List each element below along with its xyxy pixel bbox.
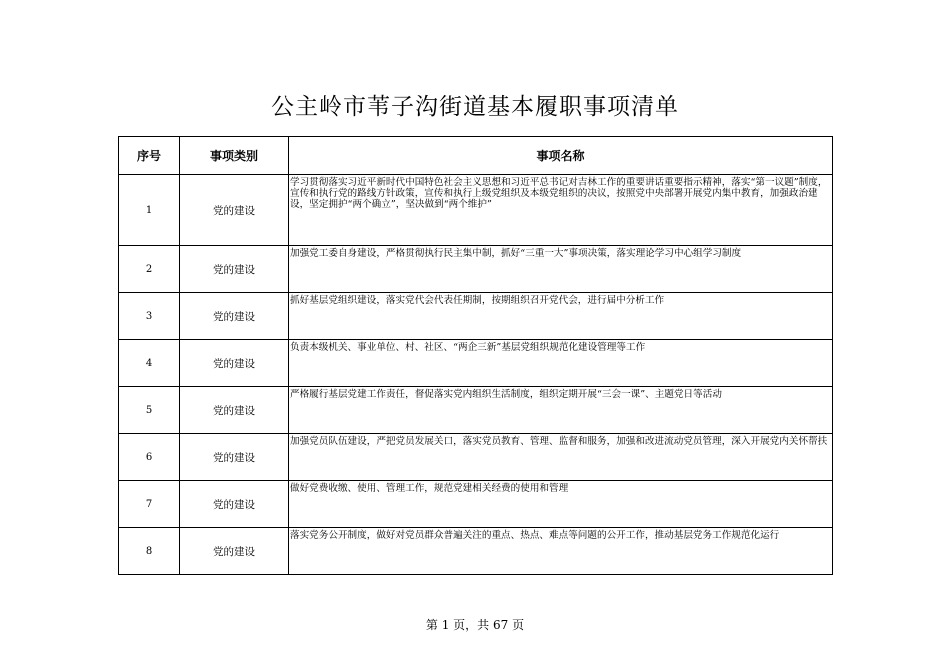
table-row <box>119 293 833 340</box>
row-category: 党的建设 <box>180 340 289 387</box>
row-serial: 3 <box>119 293 180 340</box>
table-row <box>119 434 833 481</box>
row-category: 党的建设 <box>180 434 289 481</box>
table-row <box>119 340 833 387</box>
header-category: 事项类别 <box>180 137 289 175</box>
table-row <box>119 387 833 434</box>
table-row <box>119 528 833 575</box>
row-category: 党的建设 <box>180 481 289 528</box>
row-category: 党的建设 <box>180 293 289 340</box>
row-item-name: 落实党务公开制度，做好对党员群众普遍关注的重点、热点、难点等问题的公开工作，推动基层党务工作规范化运行 <box>289 528 833 575</box>
row-serial: 7 <box>119 481 180 528</box>
row-serial: 6 <box>119 434 180 481</box>
header-serial: 序号 <box>119 137 180 175</box>
row-category: 党的建设 <box>180 175 289 246</box>
row-serial: 4 <box>119 340 180 387</box>
table-header-row <box>119 137 833 175</box>
row-item-name: 加强党员队伍建设，严把党员发展关口，落实党员教育、管理、监督和服务，加强和改进流动党员管理，深入开展党内关怀帮扶 <box>289 434 833 481</box>
page-title: 公主岭市苇子沟街道基本履职事项清单 <box>271 94 679 120</box>
row-item-name: 学习贯彻落实习近平新时代中国特色社会主义思想和习近平总书记对吉林工作的重要讲话重要指示精神，落实“第一议题”制度，宣传和执行党的路线方针政策，宣传和执行上级党组织及本级党组织的决议，按照党中央部署开展党内集中教育，加强政治建设，坚定拥护“两个确立”，坚决做到“两个维护” <box>289 175 833 246</box>
table-row <box>119 175 833 246</box>
row-category: 党的建设 <box>180 387 289 434</box>
duty-table <box>118 136 833 575</box>
row-serial: 1 <box>119 175 180 246</box>
row-item-name: 严格履行基层党建工作责任，督促落实党内组织生活制度，组织定期开展“三会一课”、主题党日等活动 <box>289 387 833 434</box>
row-serial: 5 <box>119 387 180 434</box>
row-category: 党的建设 <box>180 246 289 293</box>
row-item-name: 加强党工委自身建设，严格贯彻执行民主集中制，抓好“三重一大”事项决策，落实理论学习中心组学习制度 <box>289 246 833 293</box>
row-serial: 8 <box>119 528 180 575</box>
row-item-name: 负责本级机关、事业单位、村、社区、“两企三新”基层党组织规范化建设管理等工作 <box>289 340 833 387</box>
row-item-name: 抓好基层党组织建设，落实党代会代表任期制，按期组织召开党代会，进行届中分析工作 <box>289 293 833 340</box>
row-item-name: 做好党费收缴、使用、管理工作，规范党建相关经费的使用和管理 <box>289 481 833 528</box>
table-row <box>119 481 833 528</box>
row-category: 党的建设 <box>180 528 289 575</box>
page-number-footer: 第 1 页，共 67 页 <box>425 618 525 632</box>
header-item-name: 事项名称 <box>289 137 833 175</box>
table-row <box>119 246 833 293</box>
row-serial: 2 <box>119 246 180 293</box>
